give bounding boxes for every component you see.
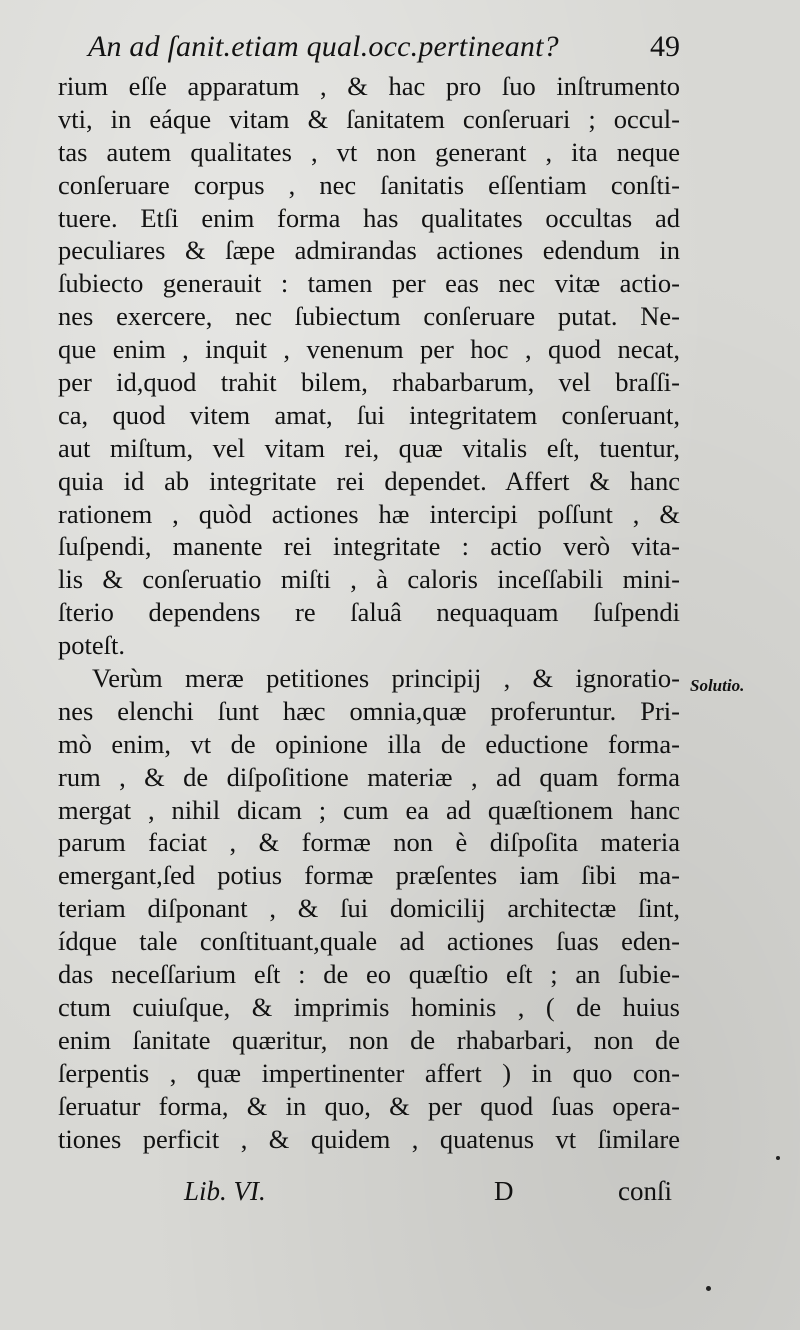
text-line: nes elenchi ſunt hæc omnia,quæ proferuntur. Pri-: [58, 695, 680, 726]
text-line: nes exercere, nec ſubiectum conſeruare putat. Ne-: [58, 301, 680, 332]
text-line: peculiares & ſæpe admirandas actiones edendum in: [58, 235, 680, 266]
text-line: ca, quod vitem amat, ſui integritatem conſeruant,: [58, 399, 680, 430]
page-number: 49: [650, 30, 680, 63]
gathering-mark: D: [494, 1176, 514, 1206]
text-line: quia id ab integritate rei dependet. Affert & hanc: [58, 465, 680, 496]
margin-note: Solutio.: [690, 676, 745, 695]
text-line: Verùm meræ petitiones principij , & ignoratio-: [92, 663, 680, 694]
text-line: conſeruare corpus , nec ſanitatis eſſentiam conſti-: [58, 169, 680, 200]
text-line: ſuſpendi, manente rei integritate : actio verò vita-: [58, 531, 680, 562]
text-line: ſeruatur forma, & in quo, & per quod ſuas opera-: [58, 1090, 680, 1121]
running-title: An ad ſanit.etiam qual.occ.pertineant?: [88, 30, 559, 63]
ink-speck: [776, 1156, 780, 1160]
text-line: que enim , inquit , venenum per hoc , quod necat,: [58, 334, 680, 365]
text-line: ctum cuiuſque, & imprimis hominis , ( de huius: [58, 991, 680, 1022]
page-header: [88, 26, 680, 66]
text-line: rationem , quòd actiones hæ intercipi poſſunt , &: [58, 498, 680, 529]
text-line: per id,quod trahit bilem, rhabarbarum, vel braſſi-: [58, 367, 680, 398]
catchword: conſi: [618, 1176, 672, 1206]
text-line: lis & conſeruatio miſti , à caloris inceſſabili mini-: [58, 564, 680, 595]
text-line: ídque tale conſtituant,quale ad actiones ſuas eden-: [58, 926, 680, 957]
text-line: ſubiecto generauit : tamen per eas nec vitæ actio-: [58, 268, 680, 299]
ink-speck: [706, 1286, 711, 1291]
text-line: rum , & de diſpoſitione materiæ , ad quam forma: [58, 761, 680, 792]
text-line: poteſt.: [58, 630, 125, 661]
text-line: tiones perficit , & quidem , quatenus vt ſimilare: [58, 1123, 680, 1154]
text-line: rium eſſe apparatum , & hac pro ſuo inſtrumento: [58, 71, 680, 101]
text-line: ſerpentis , quæ impertinenter affert ) in quo con-: [58, 1057, 680, 1088]
body-text: [58, 70, 680, 1155]
text-line: emergant,ſed potius formæ præſentes iam ſibi ma-: [58, 860, 680, 891]
page-footer: [0, 1172, 800, 1212]
text-line: mergat , nihil dicam ; cum ea ad quæſtionem hanc: [58, 794, 680, 825]
text-line: mò enim, vt de opinione illa de eductione forma-: [58, 728, 680, 759]
text-line: parum faciat , & formæ non è diſpoſita materia: [58, 827, 680, 858]
text-line: teriam diſponant , & ſui domicilij architectæ ſint,: [58, 893, 680, 924]
text-line: tas autem qualitates , vt non generant , ita neque: [58, 136, 680, 167]
text-line: vti, in eáque vitam & ſanitatem conſeruari ; occul-: [58, 103, 680, 134]
text-line: ſterio dependens re ſaluâ nequaquam ſuſpendi: [58, 597, 680, 628]
book-signature: Lib. VI.: [184, 1176, 266, 1206]
text-line: enim ſanitate quæritur, non de rhabarbari, non de: [58, 1024, 680, 1055]
text-line: aut miſtum, vel vitam rei, quæ vitalis eſt, tuentur,: [58, 432, 680, 463]
text-line: das neceſſarium eſt : de eo quæſtio eſt ; an ſubie-: [58, 959, 680, 990]
text-line: tuere. Etſi enim forma has qualitates occultas ad: [58, 202, 680, 233]
